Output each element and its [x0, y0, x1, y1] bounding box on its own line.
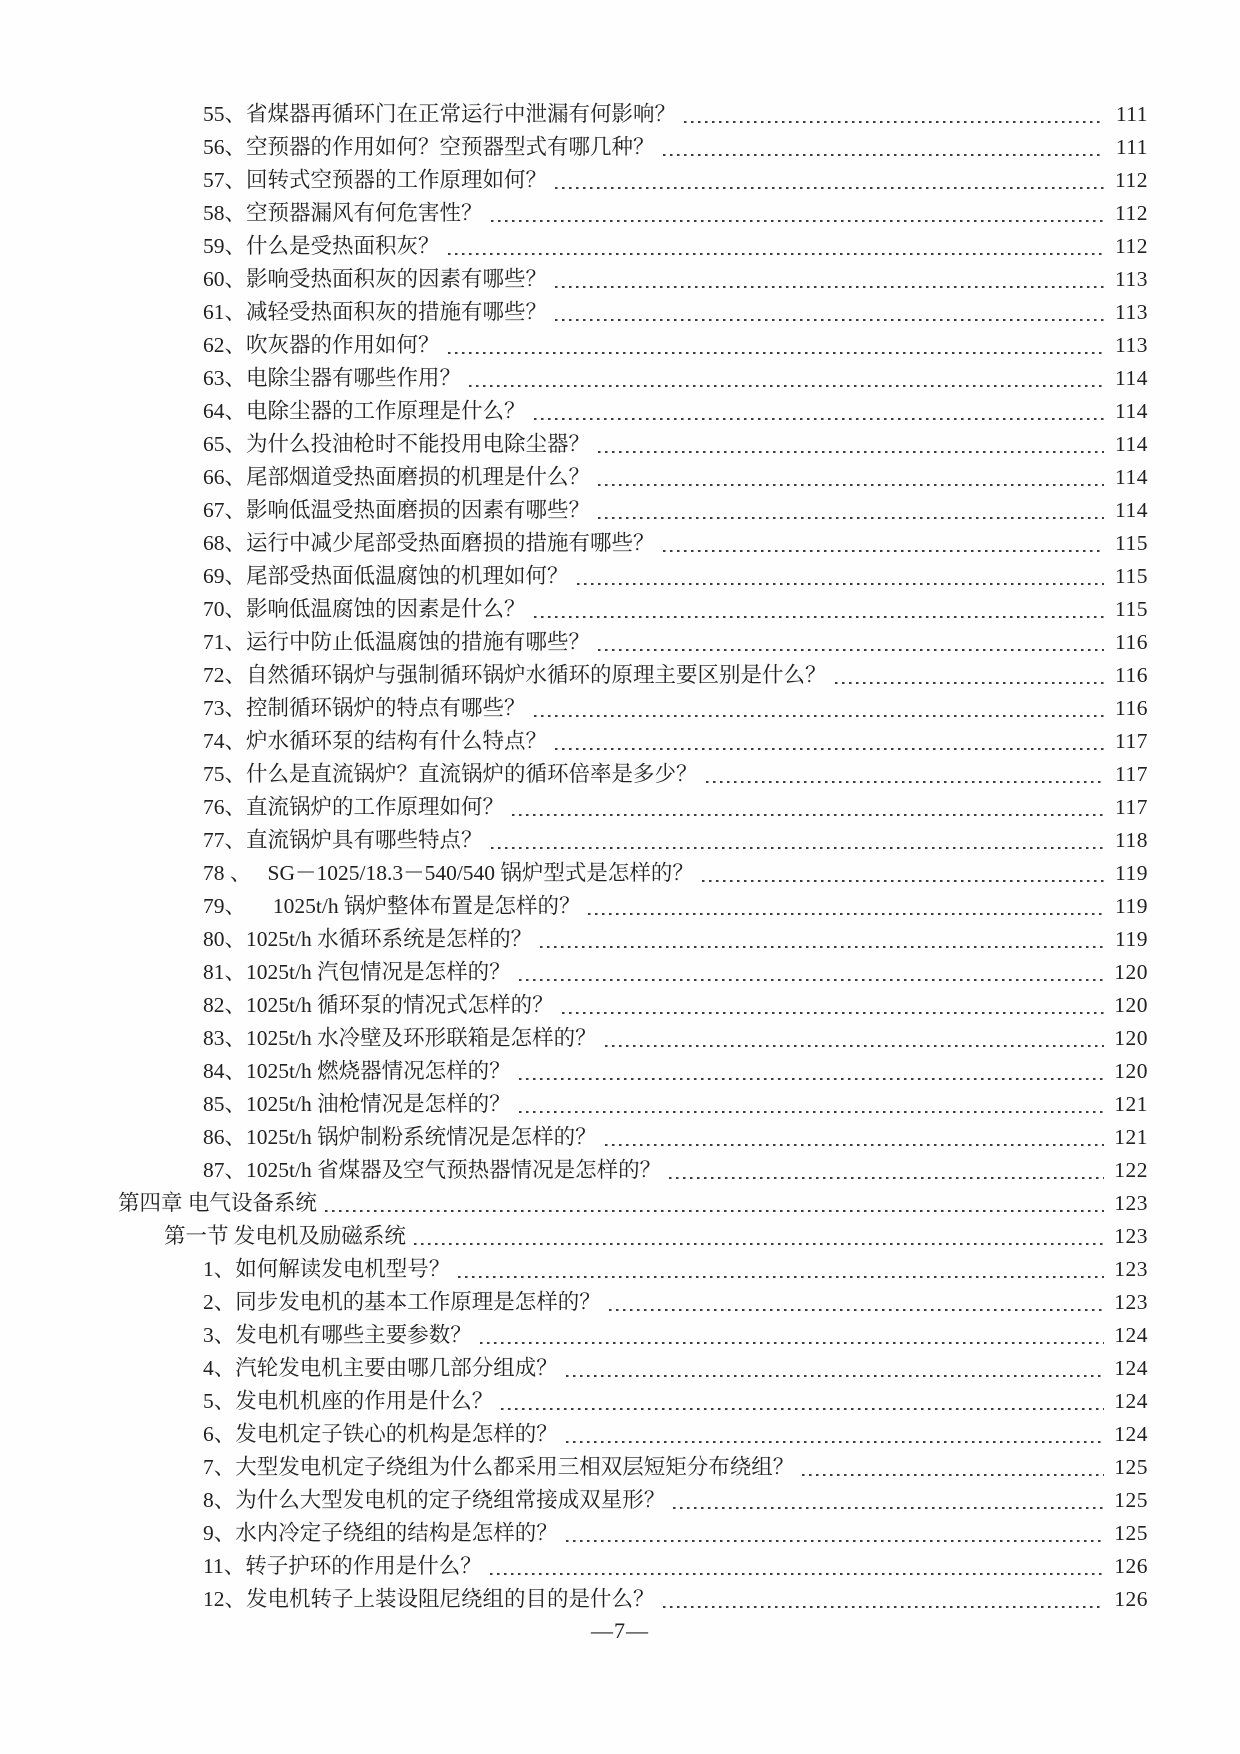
toc-entry-label: 75、什么是直流锅炉？直流锅炉的循环倍率是多少？ [203, 762, 698, 786]
toc-entry-label: 71、运行中防止低温腐蚀的措施有哪些？ [203, 630, 591, 654]
toc-entry-page: 113 [1115, 267, 1148, 291]
dot-leader [448, 352, 1104, 354]
toc-entry-page: 115 [1115, 531, 1148, 555]
toc-entry-page: 118 [1115, 828, 1148, 852]
dot-leader [663, 550, 1104, 552]
dot-leader [598, 649, 1104, 651]
toc-entry-label: 7、大型发电机定子绕组为什么都采用三相双层短矩分布绕组？ [203, 1455, 795, 1479]
dot-leader [609, 1309, 1104, 1311]
dot-leader [562, 1012, 1104, 1014]
toc-entry-page: 112 [1115, 201, 1148, 225]
toc-entry-page: 111 [1115, 102, 1148, 126]
dot-leader [519, 1078, 1104, 1080]
dot-leader [673, 1507, 1104, 1509]
toc-entry [118, 1583, 1148, 1616]
toc-entry [118, 593, 1148, 626]
toc-entry [118, 626, 1148, 659]
toc-entry-page: 114 [1115, 432, 1148, 456]
toc-entry-page: 112 [1115, 234, 1148, 258]
toc-entry-page: 125 [1114, 1488, 1148, 1512]
toc-entry-page: 115 [1115, 597, 1148, 621]
dot-leader [605, 1144, 1104, 1146]
toc-entry-label: 86、1025t/h 锅炉制粉系统情况是怎样的？ [203, 1125, 597, 1149]
toc-entry [118, 1418, 1148, 1451]
toc-entry-label: 58、空预器漏风有何危害性？ [203, 201, 483, 225]
toc-entry-page: 119 [1115, 927, 1148, 951]
toc-entry-label: 73、控制循环锅炉的特点有哪些？ [203, 696, 526, 720]
toc-entry-label: 67、影响低温受热面磨损的因素有哪些？ [203, 498, 591, 522]
toc-entry [118, 1253, 1148, 1286]
toc-entry [118, 725, 1148, 758]
dot-leader [605, 1045, 1104, 1047]
toc-entry-label: 65、为什么投油枪时不能投用电除尘器？ [203, 432, 591, 456]
toc-entry-label: 62、吹灰器的作用如何？ [203, 333, 440, 357]
dot-leader [490, 1573, 1104, 1575]
toc-entry-page: 124 [1114, 1422, 1148, 1446]
toc-entry-page: 119 [1115, 894, 1148, 918]
toc-entry-label: 第四章 电气设备系统 [118, 1191, 317, 1215]
toc-entry-page: 120 [1114, 1026, 1148, 1050]
dot-leader [555, 187, 1104, 189]
dot-leader [598, 517, 1104, 519]
toc-entry-label: 79、 1025t/h 锅炉整体布置是怎样的？ [203, 894, 581, 918]
page-number-footer: —7— [591, 1618, 649, 1643]
dot-leader [588, 913, 1104, 915]
toc-entry [118, 296, 1148, 329]
toc-entry-page: 123 [1114, 1191, 1148, 1215]
dot-leader [566, 1540, 1104, 1542]
toc-entry-page: 114 [1115, 465, 1148, 489]
toc-entry-page: 122 [1114, 1158, 1148, 1182]
toc-entry-page: 124 [1114, 1323, 1148, 1347]
toc-entry-page: 121 [1114, 1125, 1148, 1149]
toc-entry-page: 120 [1114, 960, 1148, 984]
dot-leader [598, 451, 1104, 453]
toc-entry-page: 126 [1114, 1554, 1148, 1578]
toc-entry-label: 82、1025t/h 循环泵的情况式怎样的？ [203, 993, 554, 1017]
toc-entry-label: 第一节 发电机及励磁系统 [164, 1224, 406, 1248]
toc-entry [118, 1121, 1148, 1154]
toc-entry-label: 87、1025t/h 省煤器及空气预热器情况是怎样的？ [203, 1158, 662, 1182]
toc-entry [118, 1055, 1148, 1088]
toc-entry [118, 989, 1148, 1022]
table-of-contents [118, 98, 1148, 1616]
toc-entry-page: 117 [1115, 729, 1148, 753]
toc-entry [118, 857, 1148, 890]
dot-leader [706, 781, 1104, 783]
dot-leader [566, 1375, 1104, 1377]
toc-entry [118, 494, 1148, 527]
dot-leader [802, 1474, 1104, 1476]
dot-leader [534, 418, 1104, 420]
dot-leader [534, 616, 1104, 618]
dot-leader [598, 484, 1104, 486]
toc-entry-page: 123 [1114, 1290, 1148, 1314]
dot-leader [491, 847, 1104, 849]
toc-entry [118, 527, 1148, 560]
toc-entry-label: 63、电除尘器有哪些作用？ [203, 366, 462, 390]
toc-entry-label: 61、减轻受热面积灰的措施有哪些？ [203, 300, 548, 324]
dot-leader [669, 1177, 1104, 1179]
dot-leader [555, 748, 1104, 750]
toc-entry-page: 113 [1115, 300, 1148, 324]
toc-entry [118, 824, 1148, 857]
toc-entry [118, 1385, 1148, 1418]
toc-entry-page: 116 [1115, 630, 1148, 654]
toc-entry-label: 68、运行中减少尾部受热面磨损的措施有哪些？ [203, 531, 655, 555]
dot-leader [534, 715, 1104, 717]
toc-entry-label: 60、影响受热面积灰的因素有哪些？ [203, 267, 548, 291]
toc-entry [118, 1022, 1148, 1055]
toc-entry [118, 758, 1148, 791]
toc-entry-label: 1、如何解读发电机型号？ [203, 1257, 451, 1281]
toc-entry [118, 362, 1148, 395]
toc-entry-label: 11、转子护环的作用是什么？ [203, 1554, 482, 1578]
toc-entry-page: 124 [1114, 1389, 1148, 1413]
toc-entry [118, 1187, 1148, 1220]
dot-leader [480, 1342, 1104, 1344]
toc-entry [118, 395, 1148, 428]
dot-leader [684, 121, 1104, 123]
toc-entry-page: 121 [1114, 1092, 1148, 1116]
toc-entry-label: 3、发电机有哪些主要参数？ [203, 1323, 472, 1347]
toc-entry-label: 74、炉水循环泵的结构有什么特点？ [203, 729, 548, 753]
dot-leader [512, 814, 1104, 816]
toc-entry-page: 120 [1114, 993, 1148, 1017]
toc-entry-label: 8、为什么大型发电机的定子绕组常接成双星形？ [203, 1488, 666, 1512]
toc-entry-page: 115 [1115, 564, 1148, 588]
toc-entry [118, 890, 1148, 923]
toc-entry-page: 125 [1114, 1455, 1148, 1479]
toc-entry-label: 84、1025t/h 燃烧器情况怎样的？ [203, 1059, 511, 1083]
dot-leader [540, 946, 1104, 948]
dot-leader [835, 682, 1104, 684]
toc-entry-label: 6、发电机定子铁心的机构是怎样的？ [203, 1422, 558, 1446]
dot-leader [702, 880, 1104, 882]
toc-entry [118, 230, 1148, 263]
toc-entry-page: 125 [1114, 1521, 1148, 1545]
toc-entry-label: 83、1025t/h 水冷壁及环形联箱是怎样的？ [203, 1026, 597, 1050]
dot-leader [663, 154, 1104, 156]
toc-entry [118, 197, 1148, 230]
toc-entry [118, 923, 1148, 956]
toc-entry-label: 4、汽轮发电机主要由哪几部分组成？ [203, 1356, 558, 1380]
toc-entry-page: 113 [1115, 333, 1148, 357]
toc-entry [118, 659, 1148, 692]
toc-entry-label: 2、同步发电机的基本工作原理是怎样的？ [203, 1290, 601, 1314]
toc-entry-label: 69、尾部受热面低温腐蚀的机理如何？ [203, 564, 569, 588]
toc-entry-page: 114 [1115, 366, 1148, 390]
toc-entry [118, 692, 1148, 725]
toc-entry-label: 66、尾部烟道受热面磨损的机理是什么？ [203, 465, 591, 489]
toc-entry-label: 56、空预器的作用如何？空预器型式有哪几种？ [203, 135, 655, 159]
toc-entry [118, 263, 1148, 296]
toc-entry-label: 55、省煤器再循环门在正常运行中泄漏有何影响？ [203, 102, 677, 126]
toc-entry [118, 1286, 1148, 1319]
dot-leader [519, 979, 1104, 981]
toc-entry [118, 131, 1148, 164]
dot-leader [469, 385, 1104, 387]
toc-entry-label: 85、1025t/h 油枪情况是怎样的？ [203, 1092, 511, 1116]
dot-leader [458, 1276, 1104, 1278]
toc-entry [118, 1154, 1148, 1187]
dot-leader [448, 253, 1104, 255]
dot-leader [414, 1243, 1104, 1245]
dot-leader [501, 1408, 1104, 1410]
dot-leader [555, 319, 1104, 321]
toc-entry-label: 12、发电机转子上装设阻尼绕组的目的是什么？ [203, 1587, 655, 1611]
toc-entry-page: 112 [1115, 168, 1148, 192]
toc-entry [118, 1517, 1148, 1550]
toc-entry-page: 114 [1115, 498, 1148, 522]
toc-entry-label: 77、直流锅炉具有哪些特点？ [203, 828, 483, 852]
toc-entry [118, 791, 1148, 824]
toc-entry [118, 461, 1148, 494]
toc-entry-page: 123 [1114, 1257, 1148, 1281]
dot-leader [566, 1441, 1104, 1443]
toc-entry [118, 560, 1148, 593]
toc-entry-page: 124 [1114, 1356, 1148, 1380]
toc-entry-label: 78 、 SG－1025/18.3－540/540 锅炉型式是怎样的？ [203, 861, 694, 885]
toc-entry-page: 120 [1114, 1059, 1148, 1083]
dot-leader [519, 1111, 1104, 1113]
toc-entry [118, 1550, 1148, 1583]
toc-entry-label: 57、回转式空预器的工作原理如何？ [203, 168, 548, 192]
toc-entry-label: 5、发电机机座的作用是什么？ [203, 1389, 494, 1413]
toc-entry-page: 116 [1115, 663, 1148, 687]
toc-entry-page: 114 [1115, 399, 1148, 423]
toc-entry-page: 111 [1115, 135, 1148, 159]
dot-leader [663, 1606, 1104, 1608]
toc-entry-page: 117 [1115, 762, 1148, 786]
toc-entry [118, 1088, 1148, 1121]
toc-entry-label: 64、电除尘器的工作原理是什么？ [203, 399, 526, 423]
toc-entry [118, 1484, 1148, 1517]
toc-entry-label: 70、影响低温腐蚀的因素是什么？ [203, 597, 526, 621]
toc-entry-page: 119 [1115, 861, 1148, 885]
toc-entry-page: 123 [1114, 1224, 1148, 1248]
dot-leader [577, 583, 1104, 585]
toc-entry-label: 80、1025t/h 水循环系统是怎样的？ [203, 927, 533, 951]
toc-entry-label: 59、什么是受热面积灰？ [203, 234, 440, 258]
toc-entry-page: 116 [1115, 696, 1148, 720]
toc-entry-label: 9、水内冷定子绕组的结构是怎样的？ [203, 1521, 558, 1545]
toc-entry [118, 329, 1148, 362]
toc-entry-page: 126 [1114, 1587, 1148, 1611]
toc-entry [118, 164, 1148, 197]
toc-entry [118, 98, 1148, 131]
toc-entry-label: 81、1025t/h 汽包情况是怎样的？ [203, 960, 511, 984]
toc-entry [118, 1451, 1148, 1484]
dot-leader [491, 220, 1104, 222]
dot-leader [325, 1210, 1104, 1212]
toc-entry-label: 72、自然循环锅炉与强制循环锅炉水循环的原理主要区别是什么？ [203, 663, 827, 687]
toc-entry [118, 428, 1148, 461]
toc-entry [118, 1319, 1148, 1352]
dot-leader [555, 286, 1104, 288]
toc-entry [118, 956, 1148, 989]
toc-entry [118, 1220, 1148, 1253]
toc-entry-page: 117 [1115, 795, 1148, 819]
toc-entry-label: 76、直流锅炉的工作原理如何？ [203, 795, 505, 819]
toc-entry [118, 1352, 1148, 1385]
